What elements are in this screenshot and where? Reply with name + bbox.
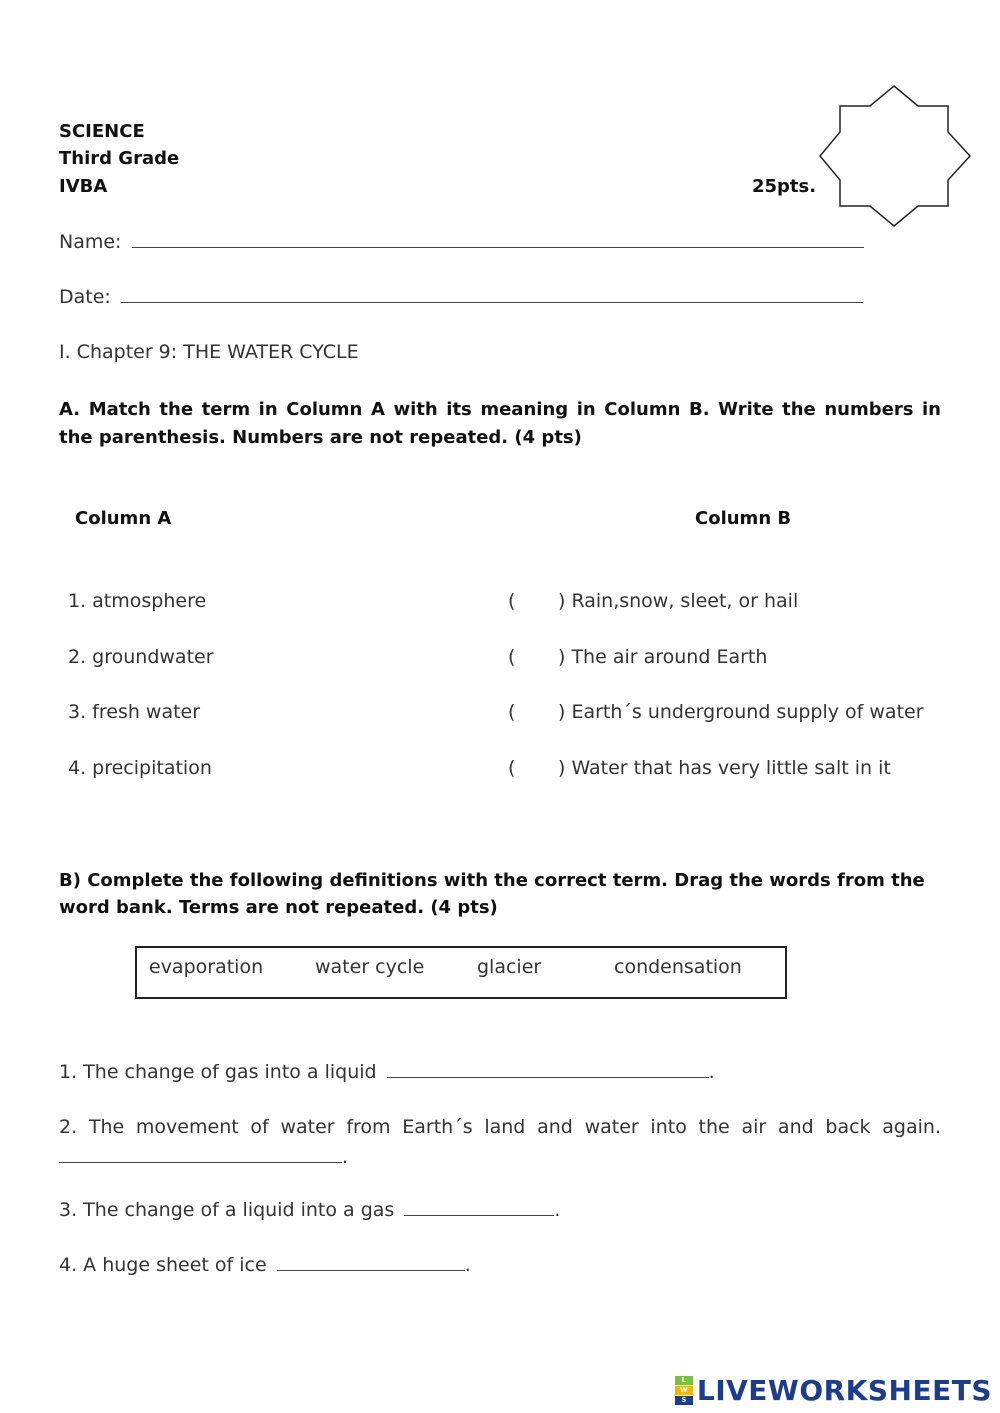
question-2-text: 2. The movement of water from Earth´s land and water into the air and back again.	[59, 1116, 941, 1138]
question-2-answer-row	[59, 1146, 348, 1168]
answer-slot-4[interactable]	[522, 757, 554, 781]
word-bank	[135, 946, 787, 999]
meaning-3: ) Earth´s underground supply of water	[558, 701, 924, 723]
name-input-line[interactable]	[132, 247, 864, 248]
period: .	[342, 1146, 349, 1168]
logo-mark-icon: L W S	[675, 1376, 693, 1405]
question-3	[59, 1199, 560, 1221]
name-field-row	[59, 231, 864, 253]
section-b-instructions: B) Complete the following definitions with the correct term. Drag the words from the word bank. Terms are not repeated. (4 pts)	[59, 870, 925, 918]
date-label: Date:	[59, 286, 111, 308]
answer-slot-3[interactable]	[522, 701, 554, 725]
paren-4: (	[508, 757, 516, 779]
period: .	[708, 1061, 715, 1083]
answer-slot-1[interactable]	[522, 590, 554, 614]
brand-name: LIVEWORKSHEETS	[696, 1374, 992, 1407]
name-label: Name:	[59, 231, 122, 253]
word-glacier[interactable]: glacier	[477, 956, 542, 978]
points-label: 25pts.	[752, 176, 817, 197]
column-b-header: Column B	[695, 508, 792, 529]
question-4-text: 4. A huge sheet of ice	[59, 1254, 267, 1276]
answer-blank-4[interactable]	[277, 1270, 465, 1271]
paren-1: (	[508, 590, 516, 612]
question-1-text: 1. The change of gas into a liquid	[59, 1061, 377, 1083]
term-groundwater: 2. groundwater	[68, 646, 214, 668]
paren-3: (	[508, 701, 516, 723]
grade-label: Third Grade	[59, 148, 180, 169]
chapter-title: I. Chapter 9: THE WATER CYCLE	[59, 341, 359, 363]
liveworksheets-logo	[675, 1374, 992, 1407]
meaning-1: ) Rain,snow, sleet, or hail	[558, 590, 799, 612]
term-label: IVBA	[59, 176, 108, 197]
date-field-row	[59, 286, 863, 308]
column-a-header: Column A	[75, 508, 172, 529]
word-evaporation[interactable]: evaporation	[149, 956, 264, 978]
section-a-instructions: A. Match the term in Column A with its meaning in Column B. Write the numbers in the parenthesis. Numbers are not repeated. (4 pts)	[59, 399, 941, 448]
word-condensation[interactable]: condensation	[614, 956, 742, 978]
meaning-4: ) Water that has very little salt in it	[558, 757, 891, 779]
score-star-badge	[818, 84, 972, 228]
answer-slot-2[interactable]	[522, 646, 554, 670]
period: .	[464, 1254, 471, 1276]
answer-blank-1[interactable]	[387, 1077, 709, 1078]
paren-2: (	[508, 646, 516, 668]
period: .	[554, 1199, 561, 1221]
subject-title: SCIENCE	[59, 121, 145, 142]
meaning-2: ) The air around Earth	[558, 646, 768, 668]
question-3-text: 3. The change of a liquid into a gas	[59, 1199, 395, 1221]
term-fresh-water: 3. fresh water	[68, 701, 201, 723]
term-precipitation: 4. precipitation	[68, 757, 212, 779]
date-input-line[interactable]	[121, 302, 863, 303]
answer-blank-2[interactable]	[59, 1162, 342, 1163]
answer-blank-3[interactable]	[404, 1215, 554, 1216]
term-atmosphere: 1. atmosphere	[68, 590, 207, 612]
word-water-cycle[interactable]: water cycle	[315, 956, 425, 978]
question-4	[59, 1254, 471, 1276]
question-1	[59, 1061, 715, 1083]
